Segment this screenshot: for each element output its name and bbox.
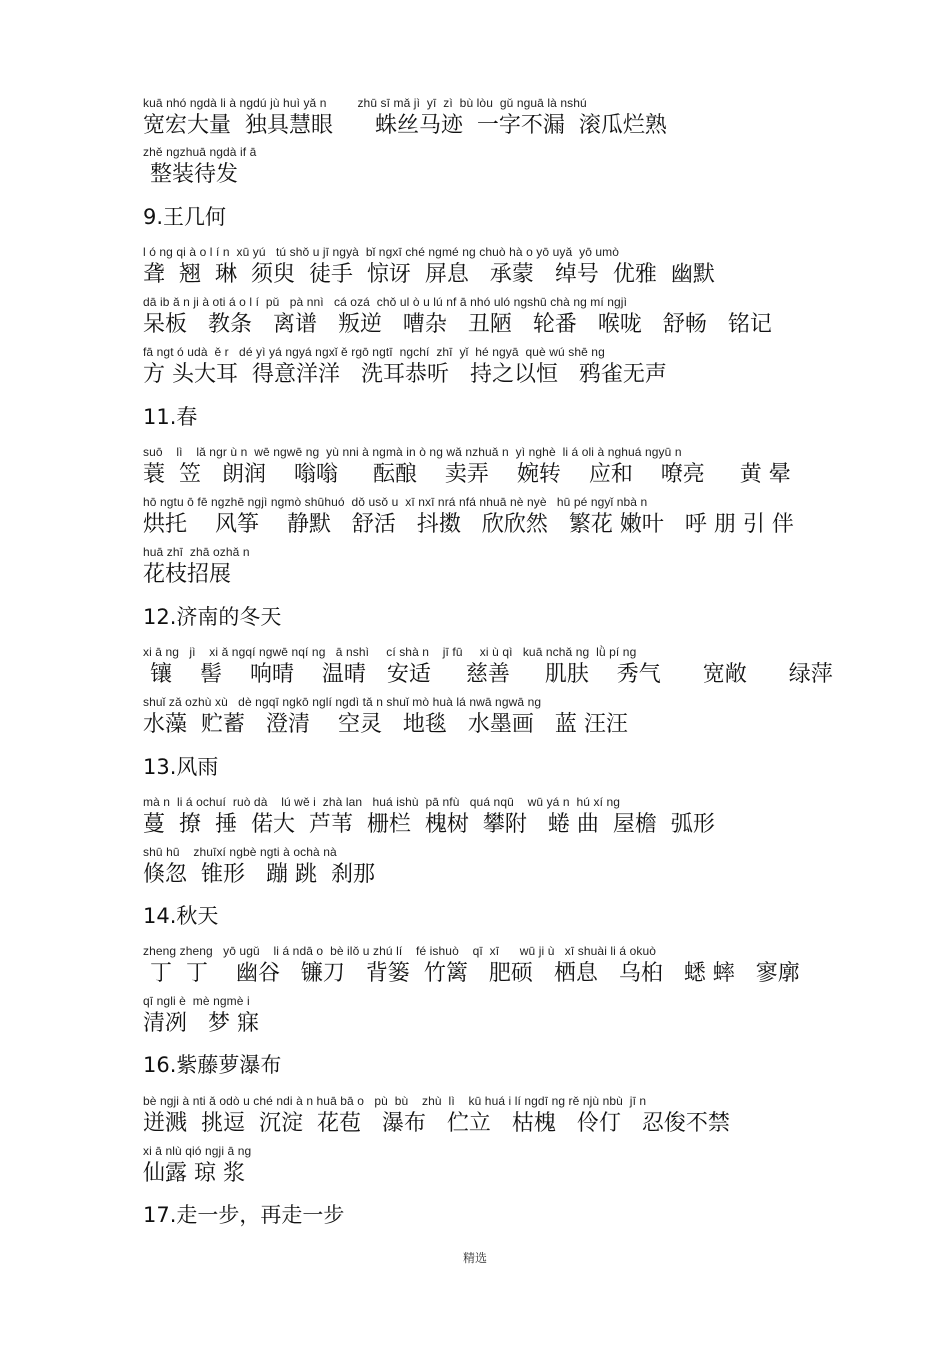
vocab-row [143, 695, 863, 739]
vocab-row [143, 445, 863, 489]
page-footer: 精选 [462, 1251, 487, 1265]
pinyin-line: huā zhī zhā ozhǎ n [143, 545, 250, 559]
hanzi-line: 丁 丁 幽谷 镰刀 背篓 竹篱 肥硕 栖息 乌桕 蟋 蟀 寥廓 [143, 961, 800, 986]
pinyin-line: hō ngtu ō fē ngzhē ngjì ngmò shūhuó dǒ usǒ u xī nxī nrá nfá nhuā nè nyè hū pé ngyǐ nbà n [143, 495, 648, 509]
section-heading: 14.秋天 [143, 904, 219, 928]
section-heading: 13.风雨 [143, 755, 219, 779]
pinyin-line: zhě ngzhuā ngdà if ā [143, 145, 257, 159]
hanzi-line: 蓑 笠 朗润 嗡嗡 酝酿 卖弄 婉转 应和 嘹亮 黄 晕 [143, 462, 791, 487]
pinyin-line: qī ngli è mè ngmè i [143, 994, 250, 1008]
hanzi-line: 花枝招展 [143, 562, 232, 587]
hanzi-line: 烘托 风筝 静默 舒活 抖擞 欣欣然 繁花 嫩叶 呼 朋 引 伴 [143, 512, 794, 537]
vocab-row [143, 245, 863, 289]
vocab-row [143, 295, 863, 339]
vocab-row [143, 96, 863, 140]
vocab-row [143, 495, 863, 539]
vocab-row [143, 145, 863, 189]
hanzi-line: 聋 翘 琳 须臾 徒手 惊讶 屏息 承蒙 绰号 优雅 幽默 [143, 262, 715, 287]
hanzi-line: 整装待发 [143, 162, 238, 187]
pinyin-line: zheng zheng yō ugǔ li á ndā o bè ilǒ u zhú lí fé ishuò qī xī wū ji ù xī shuài li á okuò [143, 944, 656, 958]
vocab-row [143, 845, 863, 889]
pinyin-line: l ó ng qi à o l í n xū yú tú shǒ u jī ngyà bǐ ngxī ché ngmé ng chuò hà o yō uyǎ yō umò [143, 245, 620, 259]
hanzi-line: 呆板 教条 离谱 叛逆 嘈杂 丑陋 轮番 喉咙 舒畅 铭记 [143, 312, 772, 337]
section-heading: 12.济南的冬天 [143, 605, 282, 629]
pinyin-line: suō lì lǎ ngr ù n wē ngwē ng yù nni à ngmà in ò ng wǎ nzhuǎ n yì nghè li á oli à nghuá ngyū n [143, 445, 682, 459]
hanzi-line: 蔓 撩 捶 偌大 芦苇 栅栏 槐树 攀附 蜷 曲 屋檐 弧形 [143, 812, 715, 837]
hanzi-line: 仙露 琼 浆 [143, 1161, 245, 1186]
section-heading: 9.王几何 [143, 205, 227, 229]
pinyin-line: xi ā nlù qió ngji ā ng [143, 1144, 252, 1158]
hanzi-line: 宽宏大量 独具慧眼 蛛丝马迹 一字不漏 滚瓜烂熟 [143, 113, 667, 138]
vocab-row [143, 645, 863, 689]
vocab-row [143, 1094, 863, 1138]
hanzi-line: 倏忽 锥形 蹦 跳 刹那 [143, 862, 375, 887]
vocab-row [143, 345, 863, 389]
vocab-row [143, 545, 863, 589]
hanzi-line: 迸溅 挑逗 沉淀 花苞 瀑布 伫立 枯槐 伶仃 忍俊不禁 [143, 1111, 730, 1136]
vocab-row [143, 795, 863, 839]
pinyin-line: shuǐ zǎ ozhù xù dè ngqī ngkō nglí ngdì tǎ n shuǐ mò huà lá nwā ngwā ng [143, 695, 542, 709]
pinyin-line: bè ngji à nti ǎ odò u ché ndi à n huā bā o pù bù zhù lì kū huá i lí ngdī ng rě njù nbù jī n [143, 1094, 647, 1108]
hanzi-line: 清冽 梦 寐 [143, 1011, 259, 1036]
section-heading: 16.紫藤萝瀑布 [143, 1053, 282, 1077]
hanzi-line: 方 头大耳 得意洋洋 洗耳恭听 持之以恒 鸦雀无声 [143, 362, 667, 387]
vocab-row [143, 1144, 863, 1188]
pinyin-line: shū hū zhuīxí ngbè ngti à ochà nà [143, 845, 337, 859]
section-heading: 11.春 [143, 405, 198, 429]
section-heading: 17.走一步，再走一步 [143, 1203, 345, 1227]
pinyin-line: fā ngt ó udà ě r dé yì yá ngyá ngxǐ ě rgō ngtī ngchí zhī yǐ hé ngyā què wú shē ng [143, 345, 605, 359]
pinyin-line: xi ā ng jì xi ǎ ngqí ngwē nqí ng ā nshì cí shà n jī fū xi ù qì kuā nchǎ ng lǜ pí ng [143, 645, 637, 659]
hanzi-line: 水藻 贮蓄 澄清 空灵 地毯 水墨画 蓝 汪汪 [143, 712, 628, 737]
hanzi-line: 镶 髻 响晴 温晴 安适 慈善 肌肤 秀气 宽敞 绿萍 [143, 662, 833, 687]
vocab-row [143, 944, 863, 988]
pinyin-line: dā ib ǎ n ji à oti á o l í pǔ pà nnì cá ozá chǒ ul ò u lú nf ā nhó uló ngshū chà ng mí ngjì [143, 295, 628, 309]
pinyin-line: mà n li á ochuí ruò dà lú wě i zhà lan huá ishù pā nfù quá nqū wū yá n hú xí ng [143, 795, 621, 809]
vocab-row [143, 994, 863, 1038]
pinyin-line: kuā nhó ngdà li à ngdú jù huì yǎ n zhū sī mǎ jì yī zì bù lòu gǔ nguā là nshú [143, 96, 587, 110]
